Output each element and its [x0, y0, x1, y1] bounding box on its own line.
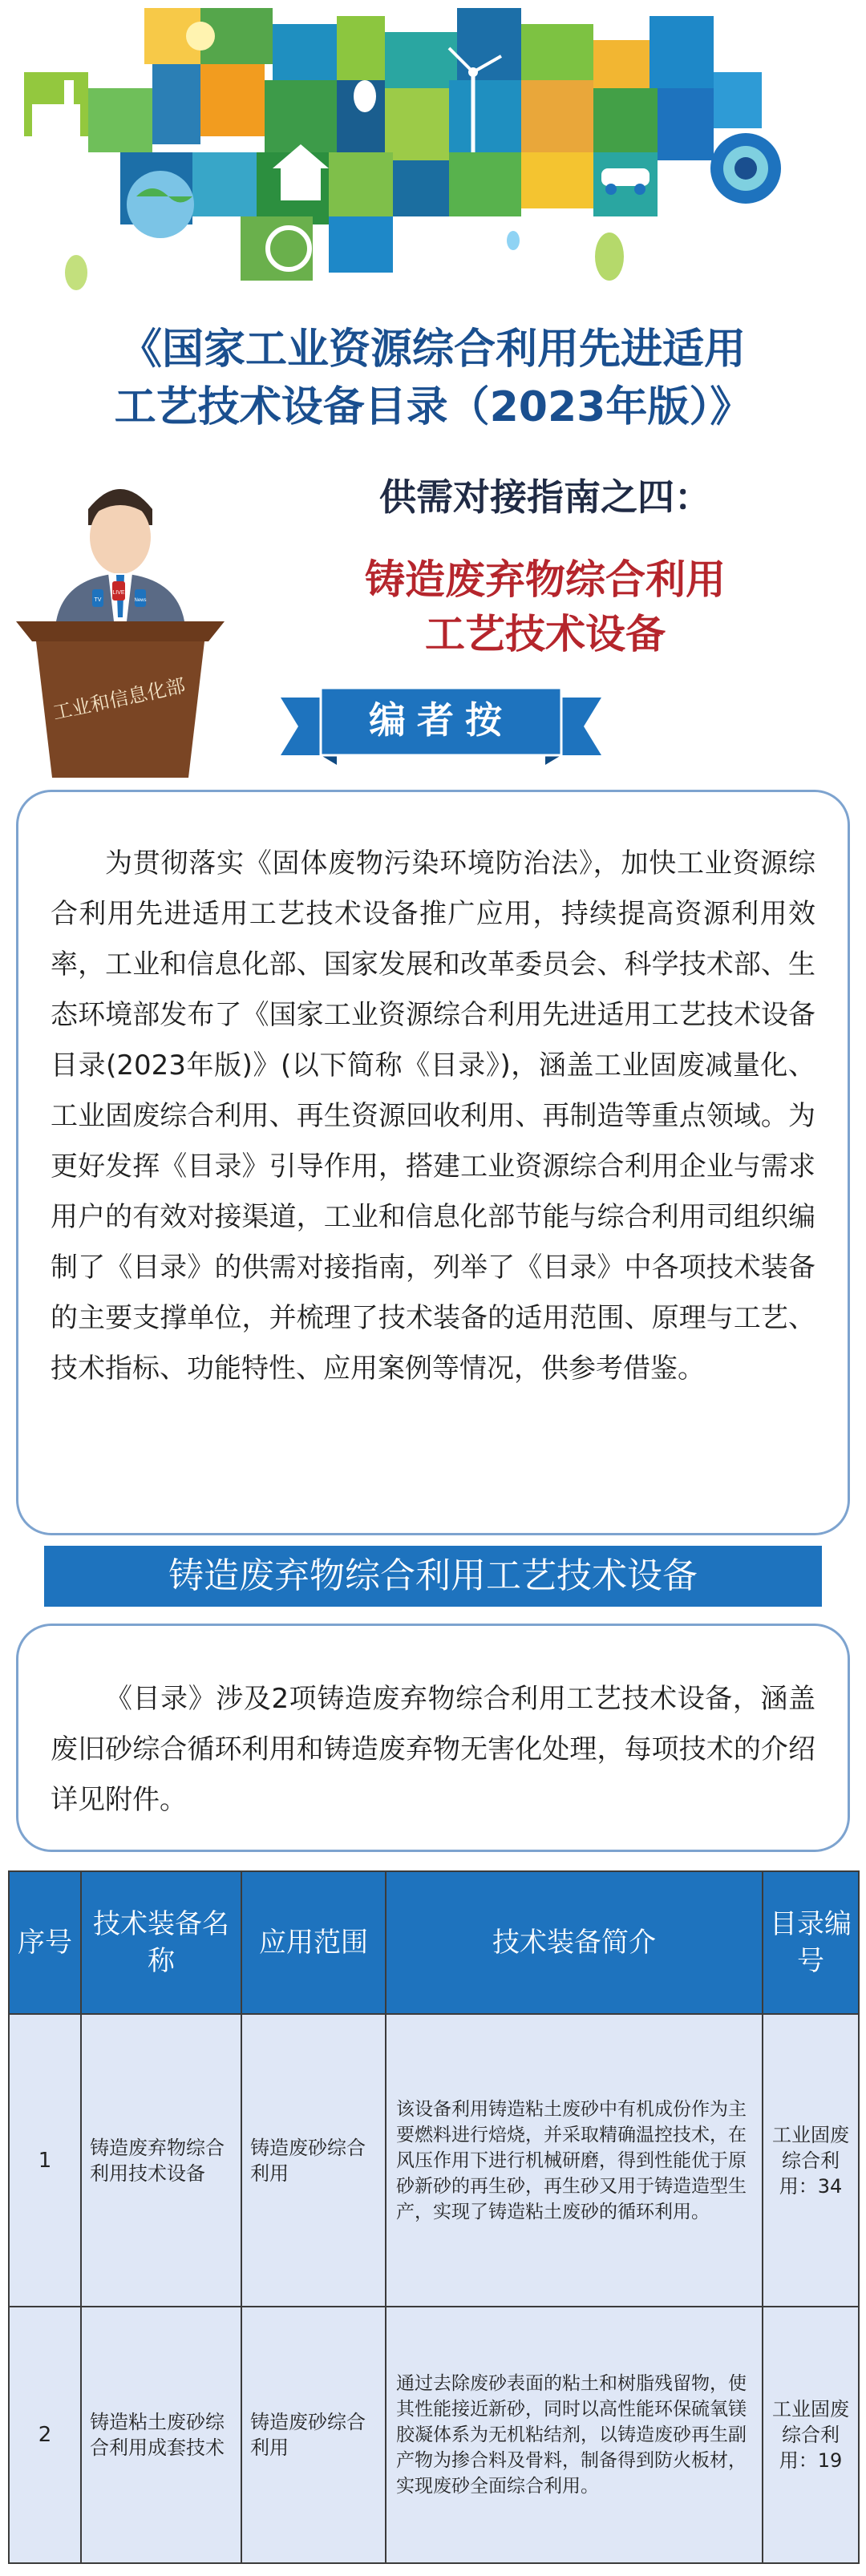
cell-desc: 通过去除废砂表面的粘土和树脂残留物，使其性能接近新砂，同时以高性能环保硫氧镁胶凝体系为无机粘结剂，以铸造废砂再生副产物为掺合料及骨料，制备得到防火板材，实现废砂全面综合利用。	[386, 2307, 763, 2563]
topic-title-line-1: 铸造废弃物综合利用	[365, 556, 726, 603]
intro-paragraph: 为贯彻落实《固体废物污染环境防治法》，加快工业资源综合利用先进适用工艺技术设备推广应用，持续提高资源利用效率，工业和信息化部、国家发展和改革委员会、科学技术部、生态环境部发布了《国家工业资源综合利用先进适用工艺技术设备目录(2023年版)》(以下简称《目录》)，涵盖工业固废减量化、工业固废综合利用、再生资源回收利用、再制造等重点领域。为更好发挥《目录》引导作用，搭建工业资源综合利用企业与需求用户的有效对接渠道，工业和信息化部节能与综合利用司组织编制了《目录》的供需对接指南，列举了《目录》中各项技术装备的主要支撑单位，并梳理了技术装备的适用范围、原理与工艺、技术指标、功能特性、应用案例等情况，供参考借鉴。	[51, 847, 815, 1385]
header-desc: 技术装备简介	[386, 1871, 763, 2014]
section-paragraph: 《目录》涉及2项铸造废弃物综合利用工艺技术设备，涵盖废旧砂综合循环利用和铸造废弃物无害化处理，每项技术的介绍详见附件。	[51, 1683, 815, 1816]
podium-label: 工业和信息化部	[51, 674, 188, 725]
table-row	[9, 2014, 859, 2307]
header-scope: 应用范围	[241, 1871, 386, 2014]
speaker-podium-illustration	[16, 461, 225, 782]
cell-code: 工业固废综合利用：34	[763, 2014, 859, 2307]
cell-name: 铸造废弃物综合利用技术设备	[81, 2014, 241, 2307]
header-code: 目录编号	[763, 1871, 859, 2014]
page-title-line-2: 工艺技术设备目录（2023年版）》	[114, 383, 752, 431]
topic-title-line-2: 工艺技术设备	[425, 611, 666, 657]
cell-scope: 铸造废砂综合利用	[241, 2014, 386, 2307]
mic-label: News	[134, 598, 147, 603]
intro-box	[16, 790, 850, 1535]
mic-label: TV	[94, 597, 102, 603]
cell-name: 铸造粘土废砂综合利用成套技术	[81, 2307, 241, 2563]
eco-energy-banner	[0, 0, 866, 305]
cell-no: 1	[9, 2014, 81, 2307]
section-summary-box	[16, 1624, 850, 1852]
page-title-line-1: 《国家工业资源综合利用先进适用	[119, 326, 746, 374]
cell-scope: 铸造废砂综合利用	[241, 2307, 386, 2563]
cell-no: 2	[9, 2307, 81, 2563]
section-title-bar: 铸造废弃物综合利用工艺技术设备	[44, 1546, 822, 1607]
header-name: 技术装备名称	[81, 1871, 241, 2014]
mic-label: LIVE	[112, 590, 125, 596]
cell-code: 工业固废综合利用：19	[763, 2307, 859, 2563]
table-row	[9, 2307, 859, 2563]
guide-title: 供需对接指南之四：	[379, 475, 711, 519]
table-header-row	[9, 1871, 859, 2014]
header-no: 序号	[9, 1871, 81, 2014]
technology-table	[8, 1870, 860, 2564]
cell-desc: 该设备利用铸造粘土废砂中有机成份作为主要燃料进行焙烧，并采取精确温控技术，在风压作用下进行机械研磨，得到性能优于原砂新砂的再生砂，再生砂又用于铸造造型生产，实现了铸造粘土废砂的循环利用。	[386, 2014, 763, 2307]
editor-note-label: 编者按	[369, 698, 513, 742]
